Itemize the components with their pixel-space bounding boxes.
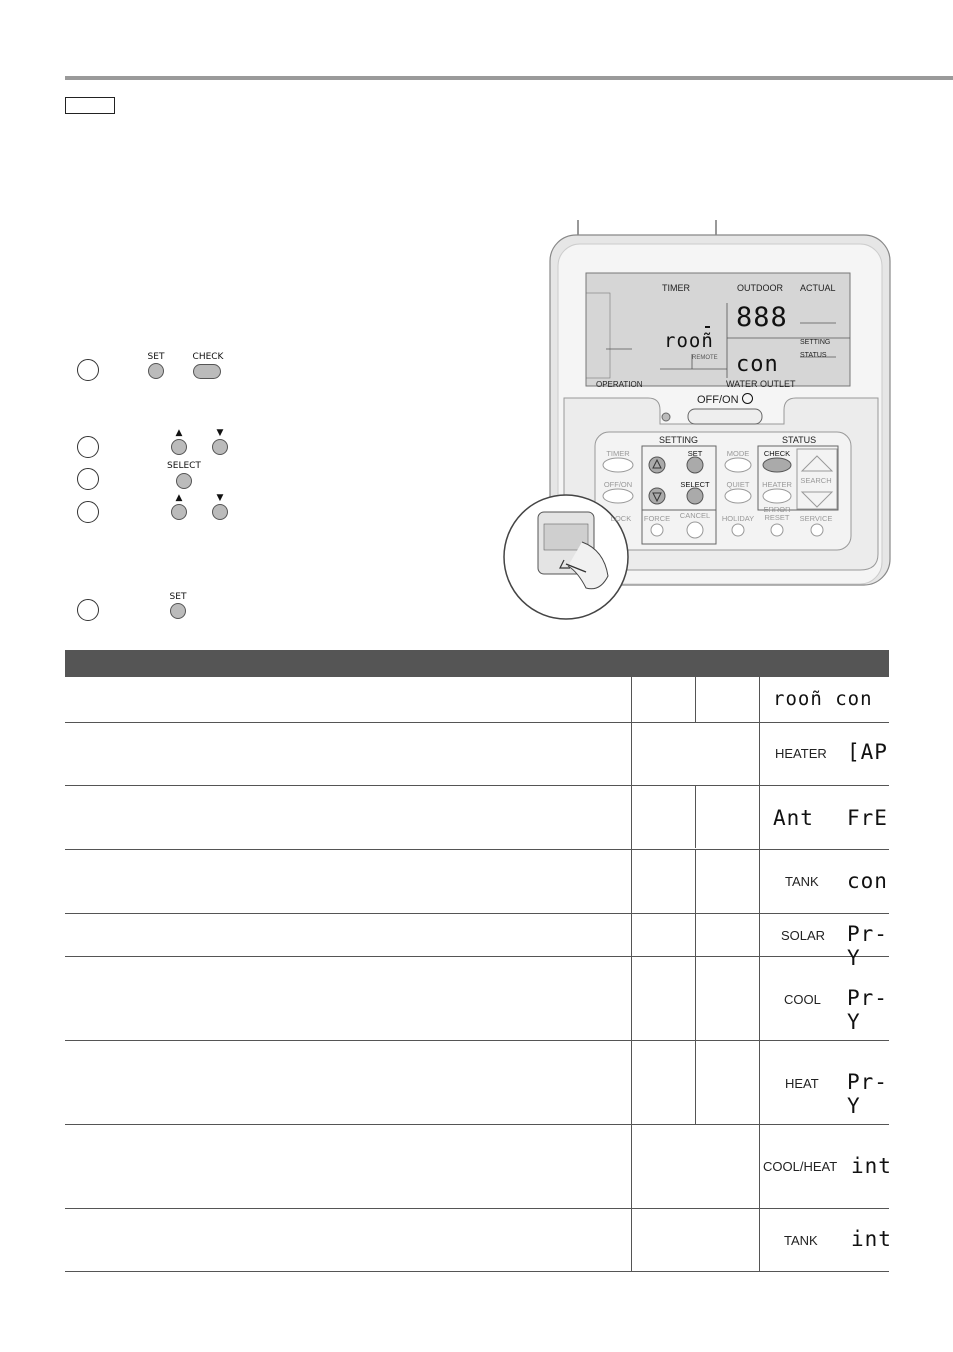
lcd-operation: OPERATION (596, 380, 643, 389)
header-rule (65, 76, 953, 80)
lcd-digits: 888 (736, 302, 788, 333)
row6-display: Pr-Y (847, 986, 888, 1034)
down-button (212, 439, 228, 455)
table-row (65, 1041, 889, 1125)
step-2-circle (77, 436, 99, 458)
remote-controller-illustration (500, 220, 900, 630)
row7-label: HEAT (785, 1076, 819, 1091)
table-row (65, 723, 889, 786)
btn-heater-label: HEATER (762, 480, 792, 489)
lcd-remote: REMOTE (692, 355, 718, 361)
down-button-2 (212, 504, 228, 520)
row7-display: Pr-Y (847, 1070, 888, 1118)
row6-label: COOL (784, 992, 821, 1007)
lcd-main-left: rooñ (664, 330, 714, 352)
set-button (148, 363, 164, 379)
row3-separator (821, 810, 824, 828)
row9-display: int (851, 1227, 892, 1251)
check-button (193, 364, 221, 379)
check-label: CHECK (192, 352, 224, 362)
row4-label: TANK (785, 874, 819, 889)
table-header (65, 650, 889, 677)
row3-label: Ant (773, 806, 814, 830)
row5-display: Pr-Y (847, 922, 888, 970)
lcd-water-outlet: WATER OUTLET (726, 379, 796, 389)
lcd-actual: ACTUAL (800, 283, 836, 293)
set-label-2: SET (169, 592, 187, 602)
power-label: OFF/ON (697, 394, 739, 406)
select-label: SELECT (167, 461, 201, 471)
set-button-2 (170, 603, 186, 619)
step-5-circle (77, 599, 99, 621)
row2-display: [AP (847, 740, 888, 764)
row9-label: TANK (784, 1233, 818, 1248)
row1-display: rooñ con (773, 688, 873, 710)
row3-display: FrE (847, 806, 888, 830)
row5-label: SOLAR (781, 928, 826, 943)
lcd-outdoor: OUTDOOR (737, 283, 783, 293)
btn-select-label: SELECT (680, 480, 710, 489)
section-tag-box (65, 97, 115, 114)
lcd-timer: TIMER (662, 283, 690, 293)
btn-search-label: SEARCH (800, 476, 832, 485)
settings-table (65, 650, 892, 1272)
lcd-main-right: con (736, 352, 779, 377)
status-group-label: STATUS (782, 435, 817, 445)
btn-lock-label: LOCK (610, 514, 632, 523)
table-row (65, 677, 889, 723)
table-row (65, 957, 889, 1041)
btn-mode-label: MODE (726, 449, 750, 458)
btn-offon-label: OFF/ON (603, 480, 633, 489)
row8-label: COOL/HEAT (763, 1159, 838, 1174)
row4-display: con (847, 869, 888, 893)
btn-force-label: FORCE (643, 514, 671, 523)
table-row (65, 914, 889, 970)
step-4-circle (77, 501, 99, 523)
setting-group-label: SETTING (659, 435, 699, 445)
lcd-status: STATUS (800, 352, 827, 359)
row8-display: int (851, 1154, 892, 1178)
set-label: SET (147, 352, 165, 362)
btn-check-label: CHECK (763, 449, 791, 458)
btn-holiday-label: HOLIDAY (721, 514, 755, 523)
up-arrow-label: ▲ (175, 428, 183, 438)
down-arrow-label: ▼ (216, 428, 224, 438)
power-icon (742, 393, 753, 404)
btn-set-label: SET (687, 449, 703, 458)
down-arrow-label-2: ▼ (216, 493, 224, 503)
row2-label: HEATER (775, 746, 827, 761)
up-button (171, 439, 187, 455)
btn-cancel-label: CANCEL (679, 511, 711, 520)
up-button-2 (171, 504, 187, 520)
step-1-circle (77, 359, 99, 381)
btn-quiet-label: QUIET (726, 480, 750, 489)
table-row (65, 786, 889, 850)
lcd-setting: SETTING (800, 339, 831, 346)
step-3-circle (77, 468, 99, 490)
up-arrow-label-2: ▲ (175, 493, 183, 503)
select-button (176, 473, 192, 489)
btn-timer-label: TIMER (606, 449, 630, 458)
table-row (65, 1125, 892, 1209)
btn-error-reset-label: ERROR RESET (763, 505, 791, 522)
table-row (65, 1209, 892, 1272)
lcd-dash (705, 326, 710, 328)
btn-service-label: SERVICE (799, 514, 833, 523)
table-row (65, 850, 889, 914)
